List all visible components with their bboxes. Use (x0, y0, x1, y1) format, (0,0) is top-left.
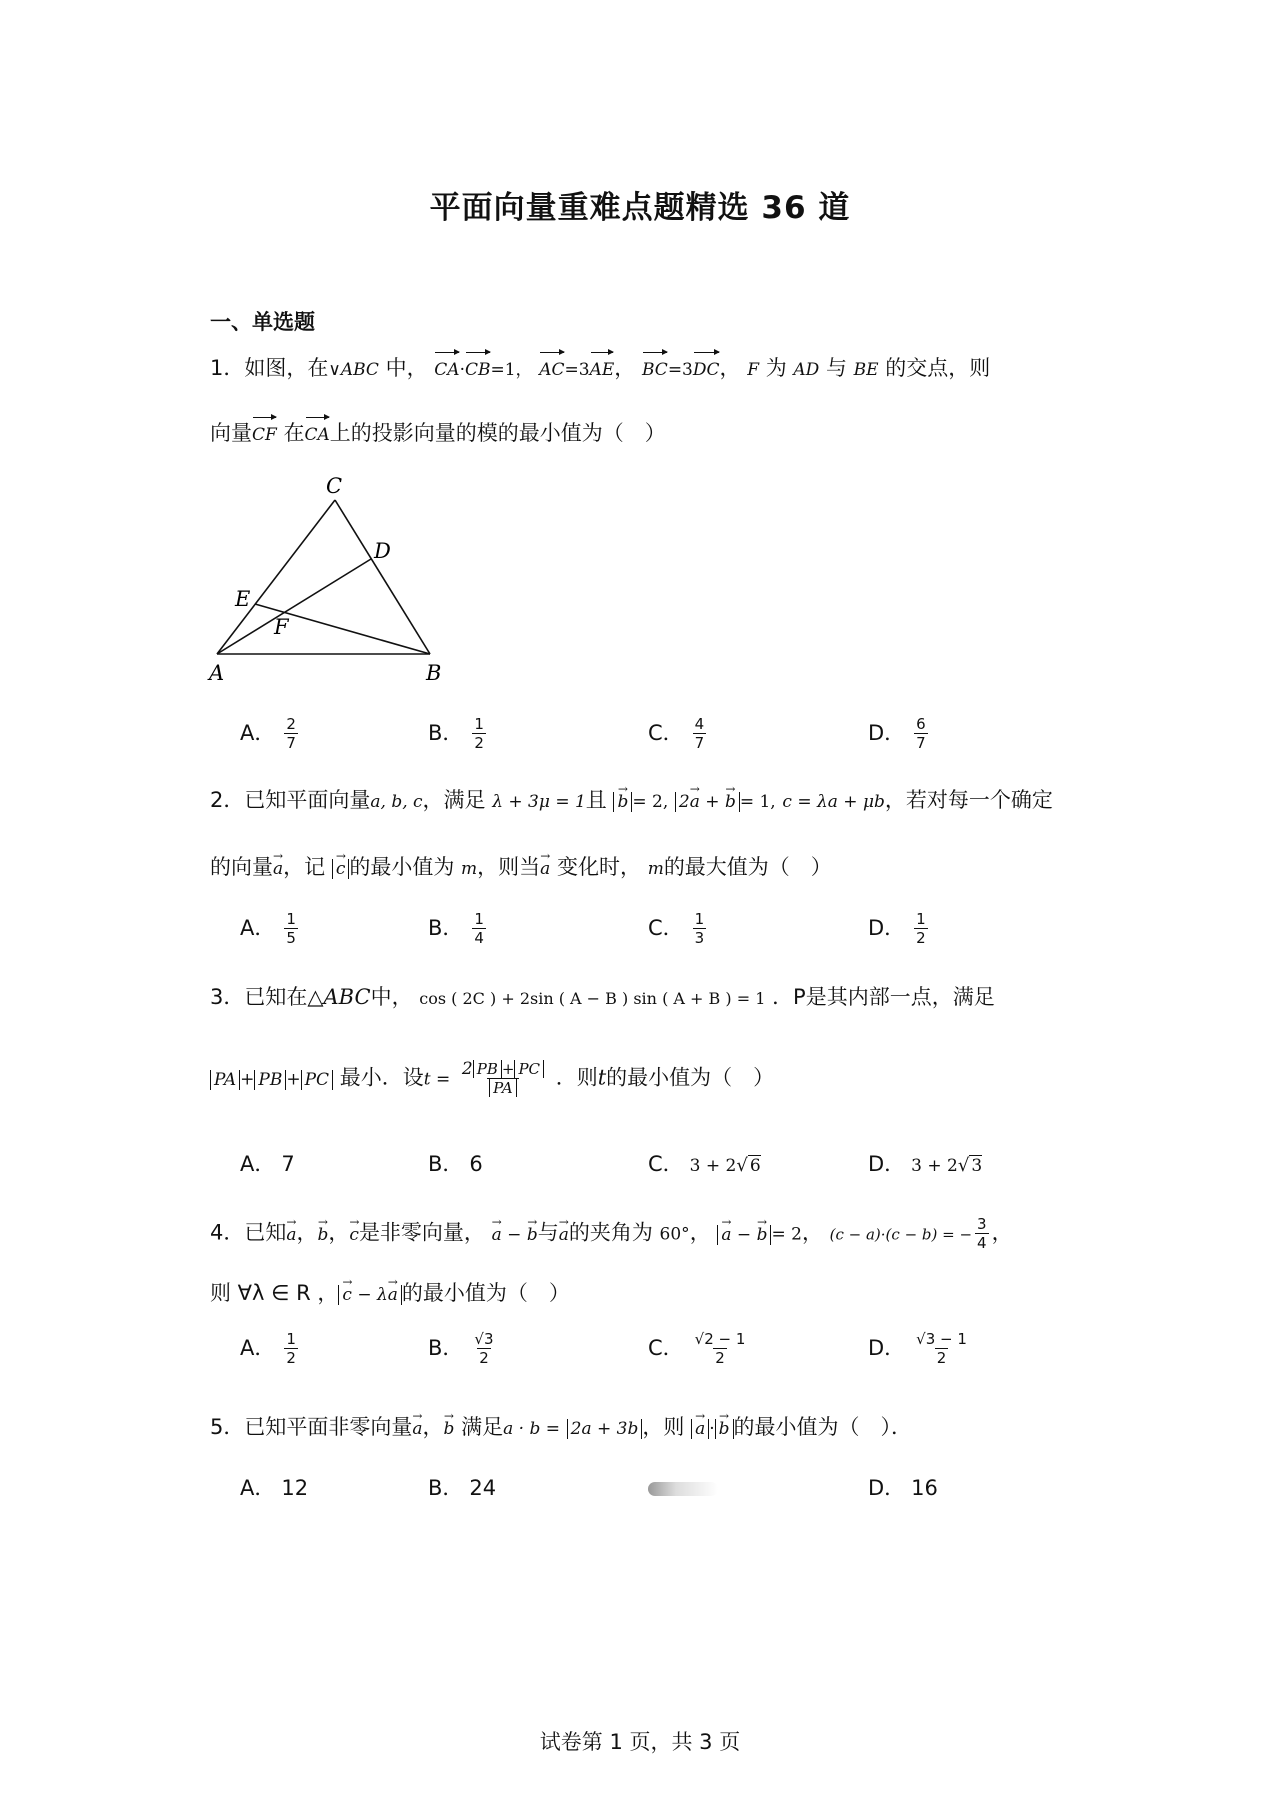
label-e: E (235, 587, 251, 611)
q3-option-b[interactable]: B． 6 (428, 1152, 483, 1176)
question-3-line-1: 3．已知在△ABC中， cos ( 2C ) + 2sin ( A − B ) sin ( A + B ) = 1 ．P是其内部一点，满足 (210, 985, 995, 1009)
q4-option-d[interactable]: D． $\frac{√3 - 1}{2}$ (868, 1330, 967, 1367)
q5-option-c-obscured (648, 1476, 718, 1500)
q2-option-b[interactable]: B． $\frac{1}{4}$ (428, 910, 484, 947)
q1-option-d[interactable]: D． $\frac{6}{7}$ (868, 715, 926, 752)
q3-option-c[interactable]: C． 3 + 2√ 6 (648, 1152, 761, 1176)
q1-option-b[interactable]: B． $\frac{1}{2}$ (428, 715, 484, 752)
q1-option-c[interactable]: C． $\frac{4}{7}$ (648, 715, 705, 752)
page-footer: 试卷第 1 页，共 3 页 (539, 1730, 741, 1754)
question-1-line-1: 1．如图，在∨ABC 中， CA·CB=1， AC=3AE， BC=3DC， F 为 AD 与 BE 的交点，则 (210, 353, 990, 385)
q4-option-c[interactable]: C． $\frac{√2 - 1}{2}$ (648, 1330, 746, 1367)
question-3-line-2: PA + PB + PC 最小．设t = $\frac{2 PB + PC}{PA}$ ．则t的最小值为（ ） (210, 1060, 774, 1097)
label-a: A (209, 661, 225, 685)
q4-option-a[interactable]: A． $\frac{1}{2}$ (240, 1330, 296, 1367)
q2-option-c[interactable]: C． $\frac{1}{3}$ (648, 910, 705, 947)
section-heading: 一、单选题 (210, 310, 315, 334)
q2-option-d[interactable]: D． $\frac{1}{2}$ (868, 910, 926, 947)
question-2-line-1: 2．已知平面向量a, b, c，满足 λ + 3μ = 1且 b → = 2, 2a → + b → = 1, c = λa + μb，若对每一个确定 (210, 785, 1053, 817)
question-1-line-2: 向量CF 在CA上的投影向量的模的最小值为（ ） (210, 418, 666, 450)
question-2-line-2: 的向量a →，记 c → 的最小值为 m，则当a → 变化时， m的最大值为（ ） (210, 852, 832, 884)
question-5-line-1: 5．已知平面非零向量a →，b → 满足a · b = 2a + 3b ，则 a → · b → 的最小值为（ ）． (210, 1412, 912, 1444)
label-d: D (374, 539, 391, 563)
label-b: B (426, 661, 442, 685)
q3-option-a[interactable]: A． 7 (240, 1152, 295, 1176)
label-c: C (326, 474, 343, 498)
q1-option-a[interactable]: A． $\frac{2}{7}$ (240, 715, 296, 752)
page-title: 平面向量重难点题精选 36 道 (429, 190, 851, 226)
question-4-line-2: 则 ∀λ ∈ R ， c → − λa → 的最小值为（ ） (210, 1278, 570, 1310)
q5-option-b[interactable]: B． 24 (428, 1476, 497, 1500)
label-f: F (274, 615, 289, 639)
question-4-line-1: 4．已知a →，b →，c →是非零向量， a → − b →与a →的夹角为 60°， a → − b → = 2， (c − a)·(c − b) = − $\frac{3}{4}$ ， (210, 1215, 1013, 1252)
q2-option-a[interactable]: A． $\frac{1}{5}$ (240, 910, 296, 947)
triangle-figure (200, 470, 460, 685)
q5-option-a[interactable]: A． 12 (240, 1476, 309, 1500)
q5-option-d[interactable]: D． 16 (868, 1476, 938, 1500)
q4-option-b[interactable]: B． $\frac{√3}{2}$ (428, 1330, 494, 1367)
q3-option-d[interactable]: D． 3 + 2√ 3 (868, 1152, 983, 1176)
